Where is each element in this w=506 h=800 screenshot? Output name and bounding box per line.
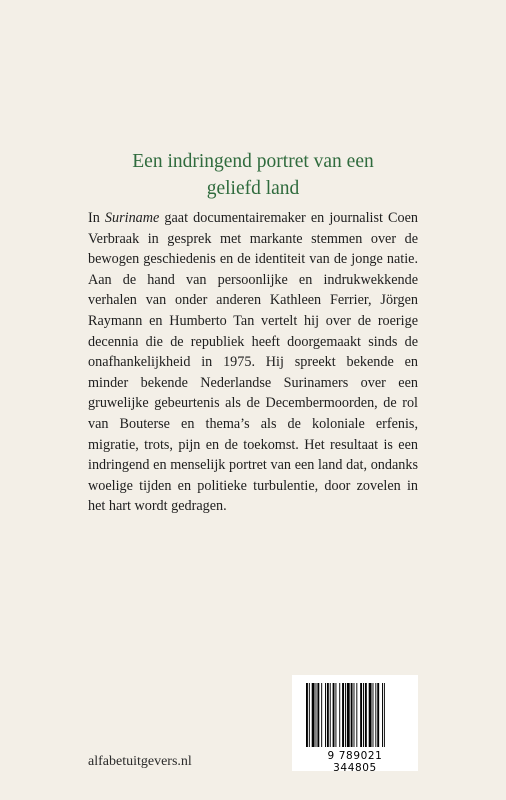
barcode-bar [309, 683, 310, 747]
barcode-bar [356, 683, 357, 747]
isbn-number: 9 789021 344805 [327, 750, 383, 774]
barcode-bar [330, 683, 331, 747]
barcode-bars [304, 683, 406, 749]
barcode-bar [312, 683, 315, 747]
back-cover-heading [0, 148, 506, 202]
blurb-paragraph [88, 208, 418, 517]
barcode-bar [369, 683, 372, 747]
blurb-prefix: In [88, 210, 105, 226]
blurb-text: gaat documentairemaker en journalist Coen Verbraak in gesprek met markante stemmen over de bewogen geschiedenis en de identiteit van de jonge natie. Aan de hand van persoonlijke en indrukwekkende verhalen van onder anderen Kathleen Ferrier, Jörgen Raymann en Humberto Tan vertelt hij over de roerige decennia die de republiek heeft doorgemaakt sinds de onafhankelijkheid in 1975. Hij spreekt bekende en minder bekende Nederlandse Surinamers over een gruwelijke gebeurtenis als de Decembermoorden, de rol van Bouterse en thema’s als de koloniale erfenis, migratie, trots, pijn en de toekomst. Het resultaat is een indringend en menselijk portret van een land dat, ondanks woelige tijden en politieke turbulentie, door zovelen in het hart wordt gedragen. [88, 210, 418, 515]
book-title-italic: Suriname [104, 210, 160, 226]
barcode-bar [373, 683, 374, 747]
barcode-bar [377, 683, 379, 747]
barcode-bar [354, 683, 355, 747]
barcode-bar [321, 683, 322, 747]
barcode-bar [335, 683, 336, 747]
barcode-bar [382, 683, 383, 747]
barcode [292, 675, 418, 774]
barcode-bar [333, 683, 335, 747]
barcode-bar [351, 683, 353, 747]
publisher-url: alfabetuitgevers.nl [88, 754, 192, 769]
barcode-bar [363, 683, 364, 747]
heading-line-2: geliefd land [206, 178, 300, 199]
barcode-bar [347, 683, 350, 747]
barcode-bar [384, 683, 385, 747]
barcode-bar [317, 683, 319, 747]
barcode-bar [360, 683, 362, 747]
barcode-bar [342, 683, 344, 747]
barcode-bar [365, 683, 367, 747]
barcode-bar [316, 683, 317, 747]
heading-line-1: Een indringend portret van een [132, 151, 374, 172]
barcode-bar [375, 683, 376, 747]
barcode-bar [339, 683, 340, 747]
barcode-bar [306, 683, 308, 747]
barcode-bar [345, 683, 346, 747]
barcode-bar [325, 683, 326, 747]
barcode-bar [327, 683, 329, 747]
